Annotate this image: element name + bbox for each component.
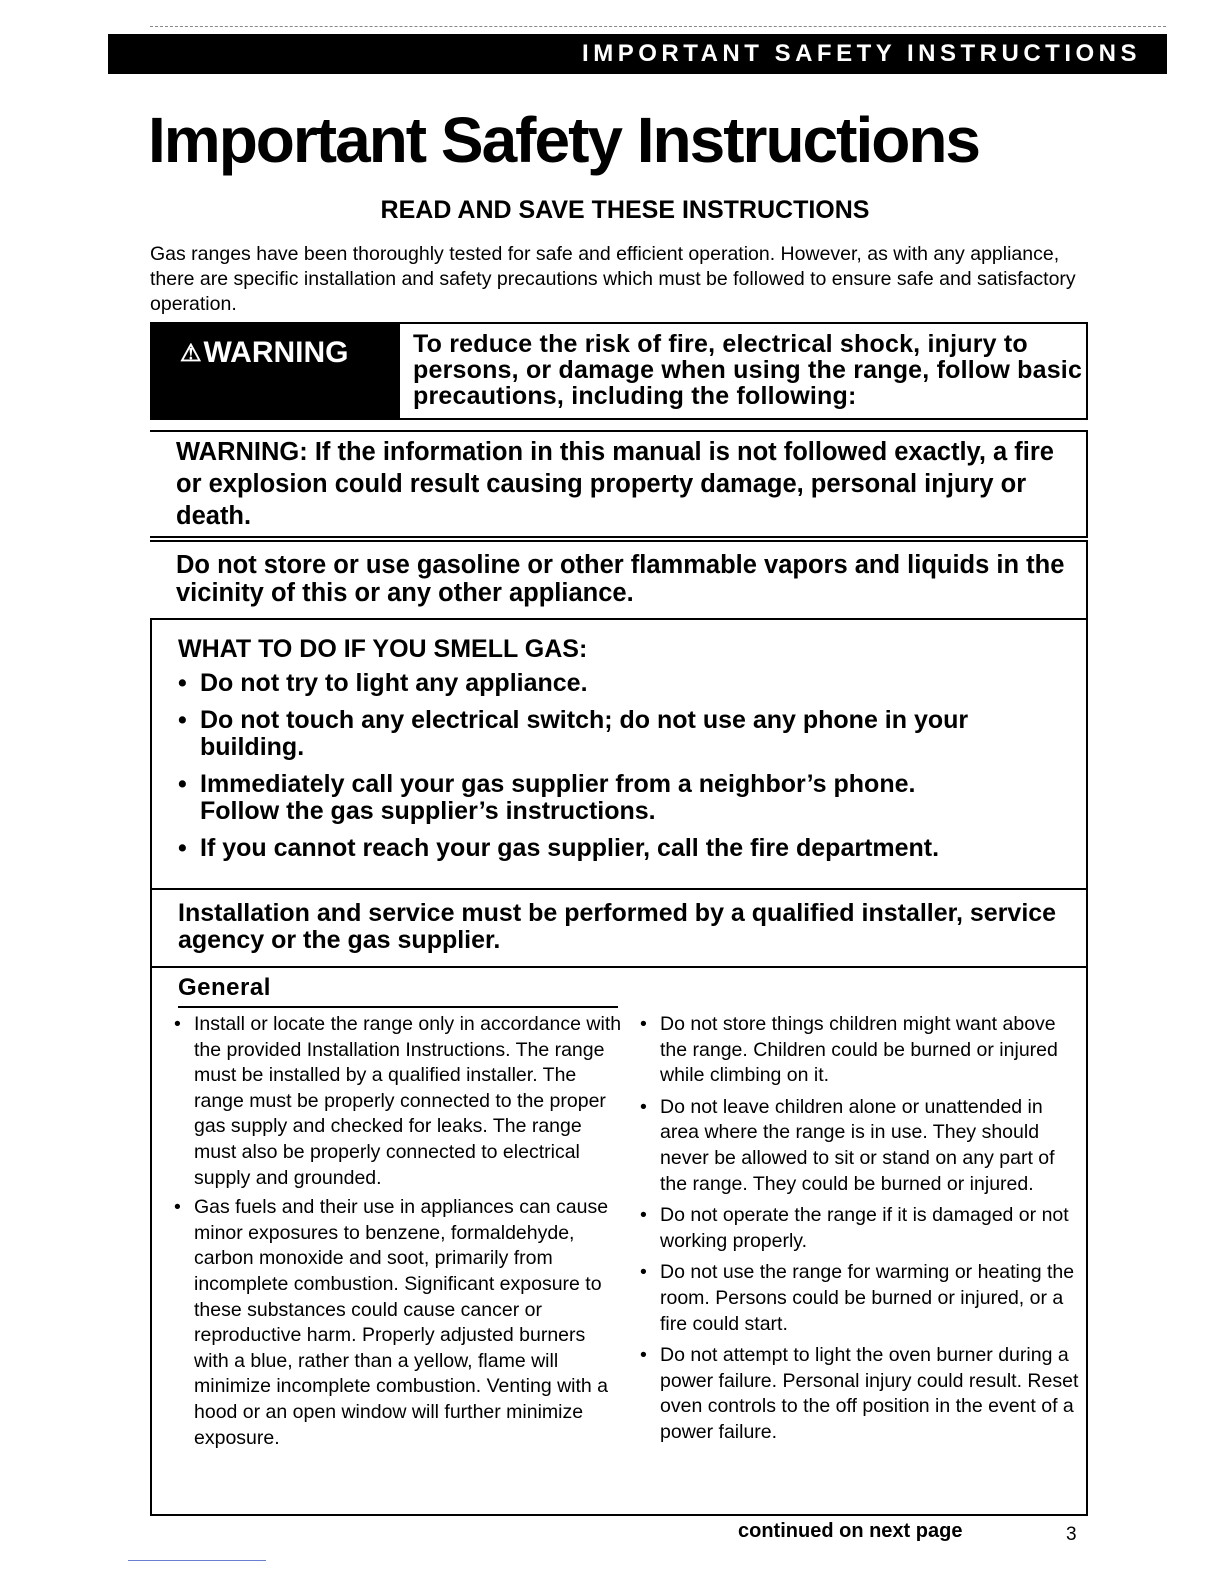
section-banner-text: IMPORTANT SAFETY INSTRUCTIONS	[582, 40, 1141, 67]
explosion-warning: WARNING: If the information in this manual is not followed exactly, a fire or explosion could result causing property damage, personal injury or death.	[150, 430, 1088, 538]
intro-paragraph: Gas ranges have been thoroughly tested for safe and efficient operation. However, as with any appliance, there are specific installation and safety precautions which must be followed to ensure safe and satisfactory operation.	[150, 243, 1076, 315]
scan-top-rule	[150, 26, 1166, 27]
gasoline-warning: Do not store or use gasoline or other flammable vapors and liquids in the vicinity of this or any other appliance.	[150, 540, 1088, 620]
page-number: 3	[1066, 1524, 1077, 1545]
continued-note: continued on next page	[738, 1520, 963, 1542]
page-title: Important Safety Instructions	[148, 104, 979, 176]
general-item: • Do not use the range for warming or heating the room. Persons could be burned or injured, or a fire could start.	[640, 1260, 1080, 1337]
section-banner	[108, 34, 1167, 74]
general-heading-rule	[178, 1006, 618, 1008]
general-item: • Gas fuels and their use in appliances can cause minor exposures to benzene, formaldehyde, carbon monoxide and soot, primarily from incomplete combustion. Significant exposure to these substances could cause cancer or reproductive harm. Properly adjusted burners with a blue, rather than a yellow, flame will minimize incomplete combustion. Venting with a hood or an open window will further minimize exposure.	[174, 1195, 624, 1451]
smell-gas-item: • Immediately call your gas supplier from a neighbor’s phone. Follow the gas supplier’s instructions.	[178, 771, 1086, 825]
page-subtitle: READ AND SAVE THESE INSTRUCTIONS	[380, 196, 870, 224]
general-section	[150, 968, 1088, 1516]
general-heading: General	[178, 974, 271, 1001]
smell-gas-item: • Do not try to light any appliance.	[178, 670, 1086, 697]
general-item: • Do not operate the range if it is damaged or not working properly.	[640, 1203, 1080, 1254]
general-item: • Do not attempt to light the oven burner during a power failure. Personal injury could result. Reset oven controls to the off position in the event of a power failure.	[640, 1343, 1080, 1445]
smell-gas-heading: WHAT TO DO IF YOU SMELL GAS:	[178, 635, 588, 663]
warning-label	[150, 324, 400, 418]
general-item: • Install or locate the range only in accordance with the provided Installation Instructions. The range must be installed by a qualified installer. The range must be properly connected to the proper gas supply and checked for leaks. The range must also be properly connected to electrical supply and grounded.	[174, 1012, 624, 1191]
general-item: • Do not leave children alone or unattended in area where the range is in use. They should never be allowed to sit or stand on any part of the range. They could be burned or injured.	[640, 1095, 1080, 1197]
smell-gas-item: • Do not touch any electrical switch; do not use any phone in your building.	[178, 707, 1086, 761]
warning-label-text: WARNING	[203, 336, 349, 369]
installation-notice: Installation and service must be performed by a qualified installer, service agency or the gas supplier.	[150, 890, 1088, 968]
warning-triangle-icon: ⚠	[180, 340, 202, 367]
general-right-column	[640, 1012, 1080, 1452]
warning-text: To reduce the risk of fire, electrical shock, injury to persons, or damage when using the range, follow basic precautions, including the following:	[413, 330, 1083, 410]
smell-gas-list	[178, 670, 1086, 862]
general-left-column	[174, 1012, 624, 1455]
general-item: • Do not store things children might want above the range. Children could be burned or injured while climbing on it.	[640, 1012, 1080, 1089]
warning-box	[150, 322, 1088, 420]
smell-gas-item: • If you cannot reach your gas supplier, call the fire department.	[178, 835, 1086, 862]
smell-gas-section	[150, 620, 1088, 890]
scan-bottom-rule	[128, 1560, 266, 1561]
